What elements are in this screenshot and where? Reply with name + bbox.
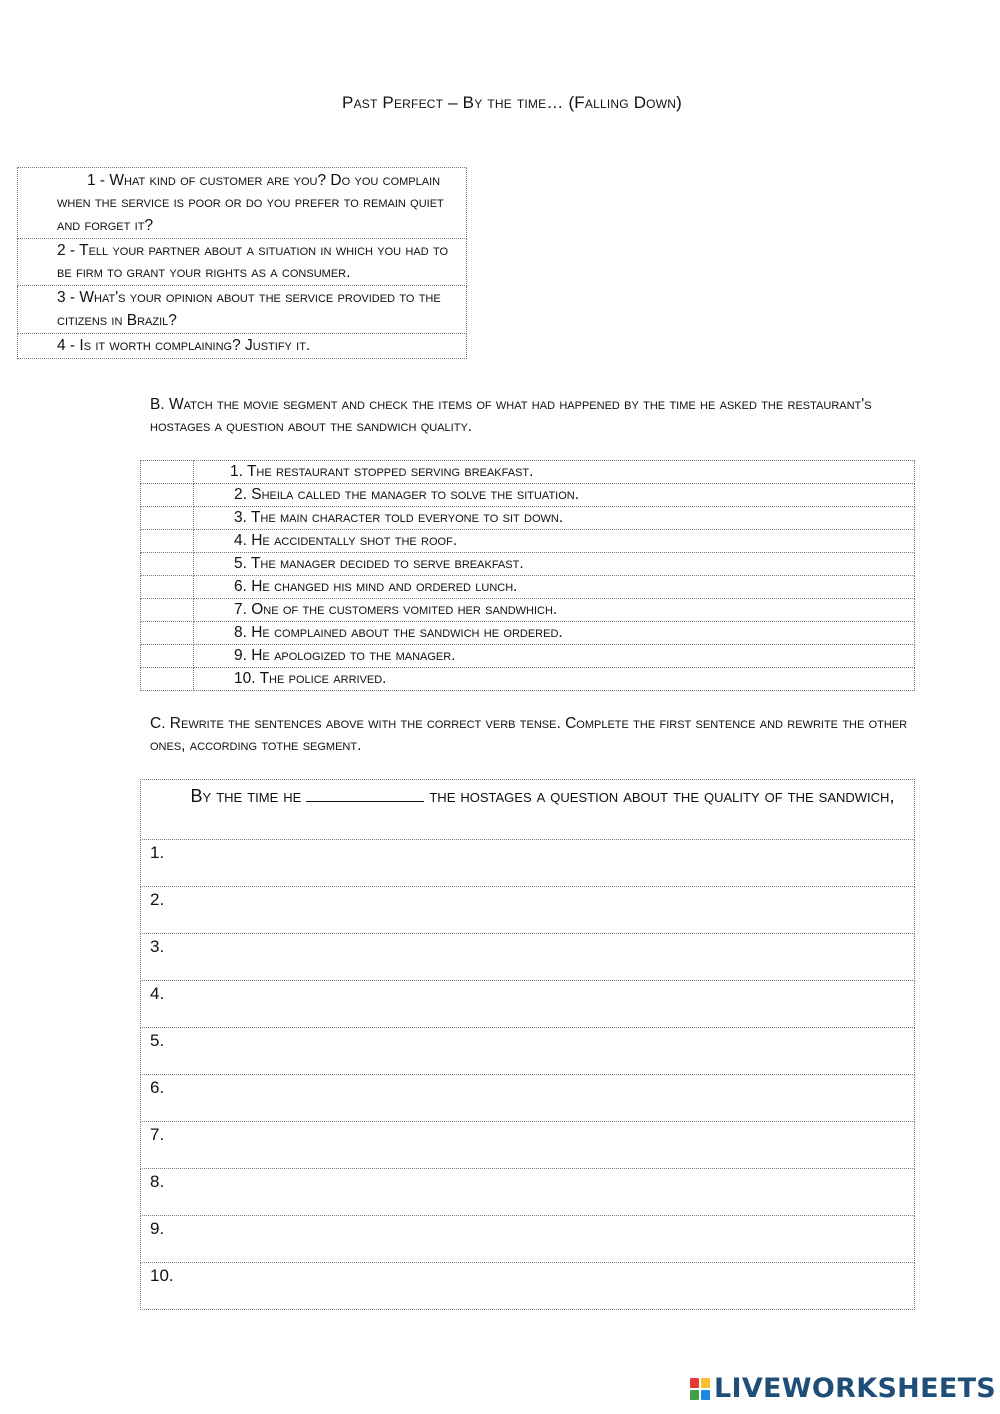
checklist-item: 8. He complained about the sandwich he ordered. (194, 622, 915, 645)
question-2: 2 - Tell your partner about a situation in which you had to be firm to grant your rights as a consumer. (18, 238, 467, 286)
check-box[interactable] (141, 484, 194, 507)
question-1: 1 - What kind of customer are you? Do you complain when the service is poor or do you prefer to remain quiet and forget it? (18, 168, 467, 239)
check-box[interactable] (141, 507, 194, 530)
logo-tiles-icon (690, 1378, 710, 1400)
table-row (141, 1028, 915, 1075)
answer-line[interactable]: 4. (141, 981, 915, 1028)
answer-line[interactable]: 5. (141, 1028, 915, 1075)
table-row (141, 1263, 915, 1310)
checklist-item: 7. One of the customers vomited her sandwhich. (194, 599, 915, 622)
prompt-end: the hostages a question about the quality of the sandwich, (429, 786, 895, 806)
check-box[interactable] (141, 576, 194, 599)
page-title: Past Perfect – By the time… (Falling Down) (342, 93, 682, 112)
table-row (141, 645, 915, 668)
check-box[interactable] (141, 553, 194, 576)
table-row (141, 1122, 915, 1169)
sentence-prompt (141, 780, 915, 840)
logo-text: LIVEWORKSHEETS (714, 1373, 997, 1404)
checklist-table (140, 460, 915, 691)
table-row (18, 168, 467, 239)
answer-line[interactable]: 2. (141, 887, 915, 934)
answer-blank[interactable] (306, 787, 424, 802)
answer-line[interactable]: 8. (141, 1169, 915, 1216)
checklist-item: 1. The restaurant stopped serving breakfast. (194, 461, 915, 484)
table-row (18, 334, 467, 359)
discussion-questions-table (17, 167, 467, 359)
table-row (141, 576, 915, 599)
check-box[interactable] (141, 622, 194, 645)
logo-tile (690, 1378, 699, 1388)
table-row (18, 238, 467, 286)
checklist-item: 5. The manager decided to serve breakfast. (194, 553, 915, 576)
table-row (141, 484, 915, 507)
section-c-instruction: C. Rewrite the sentences above with the correct verb tense. Complete the first sentence and rewrite the other ones, according tothe segment. (150, 715, 908, 755)
table-row (141, 668, 915, 691)
checklist-item: 6. He changed his mind and ordered lunch. (194, 576, 915, 599)
answer-line[interactable]: 6. (141, 1075, 915, 1122)
check-box[interactable] (141, 599, 194, 622)
prompt-start: By the time he (190, 786, 302, 806)
logo-tile (701, 1390, 710, 1400)
answer-line[interactable]: 1. (141, 840, 915, 887)
checklist-item: 10. The police arrived. (194, 668, 915, 691)
checklist-item: 4. He accidentally shot the roof. (194, 530, 915, 553)
table-row (141, 780, 915, 840)
check-box[interactable] (141, 530, 194, 553)
rewrite-table (140, 779, 915, 1310)
table-row (141, 981, 915, 1028)
table-row (141, 553, 915, 576)
table-row (141, 1075, 915, 1122)
table-row (141, 840, 915, 887)
table-row (141, 887, 915, 934)
table-row (141, 934, 915, 981)
checklist-item: 3. The main character told everyone to sit down. (194, 507, 915, 530)
answer-line[interactable]: 7. (141, 1122, 915, 1169)
table-row (141, 507, 915, 530)
table-row (141, 530, 915, 553)
answer-line[interactable]: 3. (141, 934, 915, 981)
question-4: 4 - Is it worth complaining? Justify it. (18, 334, 467, 359)
checklist-item: 2. Sheila called the manager to solve the situation. (194, 484, 915, 507)
section-b-instruction: B. Watch the movie segment and check the items of what had happened by the time he asked the restaurant's hostages a question about the sandwich quality. (150, 396, 872, 436)
question-3: 3 - What's your opinion about the service provided to the citizens in Brazil? (18, 286, 467, 334)
logo-tile (690, 1390, 699, 1400)
check-box[interactable] (141, 645, 194, 668)
table-row (18, 286, 467, 334)
table-row (141, 622, 915, 645)
checklist-item: 9. He apologized to the manager. (194, 645, 915, 668)
check-box[interactable] (141, 461, 194, 484)
logo-tile (701, 1378, 710, 1388)
table-row (141, 1216, 915, 1263)
table-row (141, 461, 915, 484)
table-row (141, 1169, 915, 1216)
table-row (141, 599, 915, 622)
check-box[interactable] (141, 668, 194, 691)
answer-line[interactable]: 10. (141, 1263, 915, 1310)
answer-line[interactable]: 9. (141, 1216, 915, 1263)
liveworksheets-logo (690, 1373, 996, 1404)
